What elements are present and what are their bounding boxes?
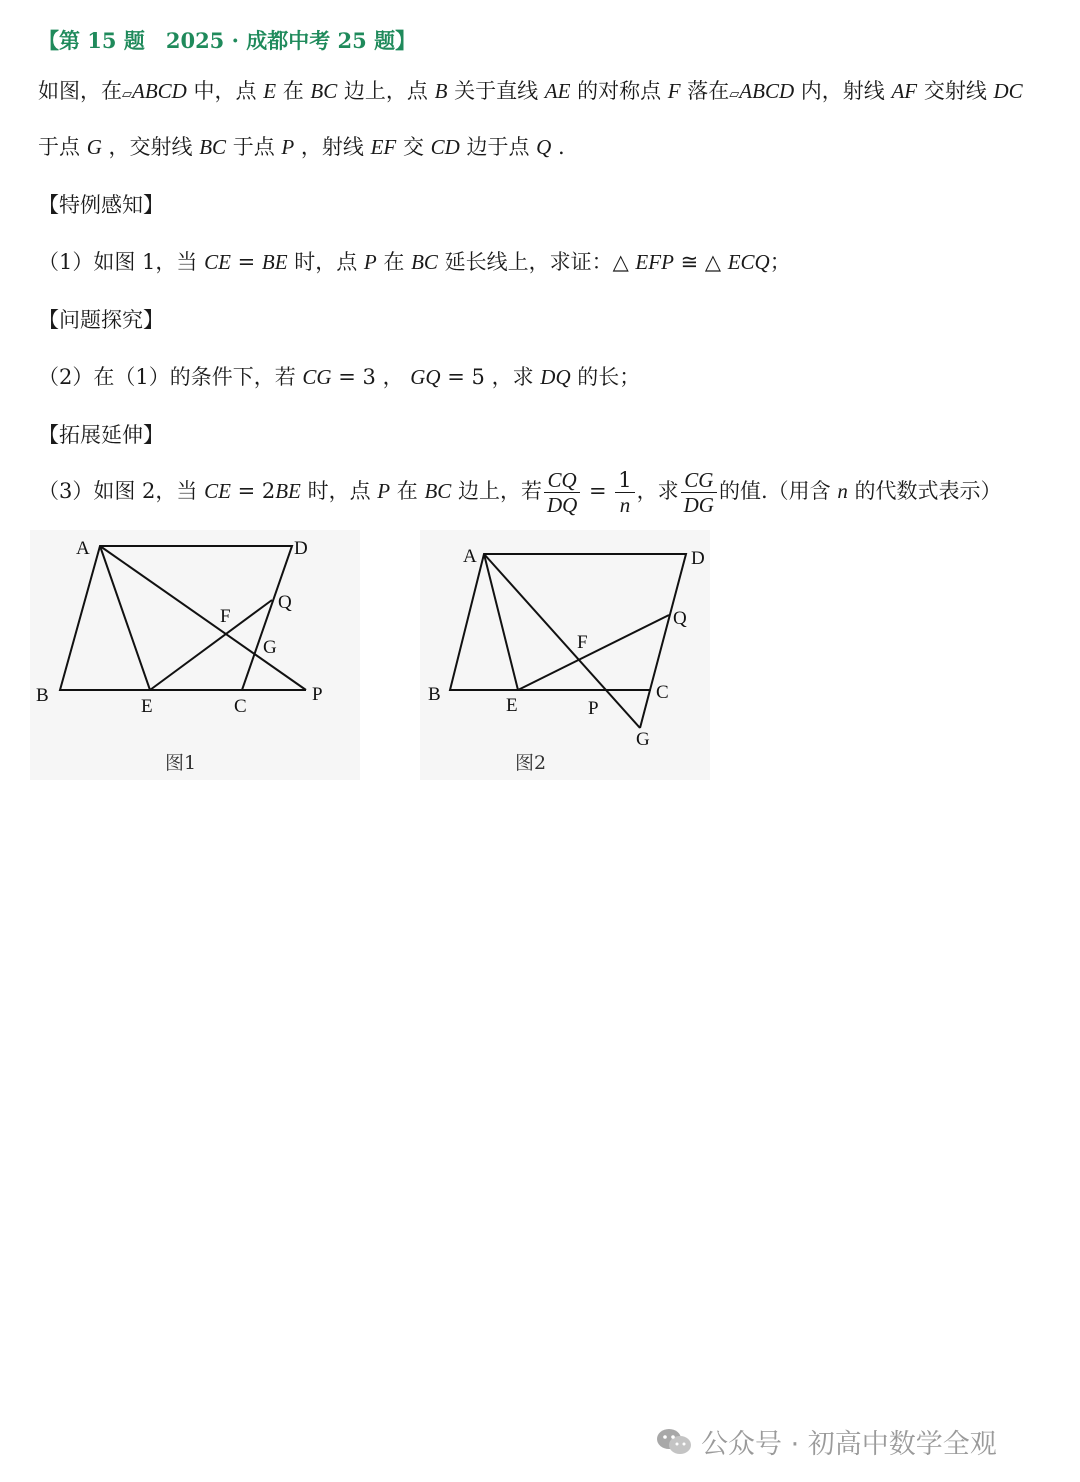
- fraction-cq-dq: $\frac{CQ}{DQ}$: [544, 468, 580, 517]
- label-p: P: [312, 684, 323, 705]
- figure-1-caption: 图1: [165, 752, 197, 774]
- label-g: G: [636, 729, 650, 750]
- section-heading-3: 【拓展延伸】: [38, 423, 164, 447]
- label-d: D: [691, 548, 705, 569]
- fraction-cg-dg: $\frac{CG}{DG}$: [681, 468, 717, 517]
- label-c: C: [656, 682, 669, 703]
- figure-2: [420, 530, 710, 780]
- label-e: E: [141, 696, 153, 717]
- question-1: （1）如图 1，当 CE = BE 时，点 P 在 BC 延长线上，求证：△ EFP ≅ △ ECQ；: [38, 250, 791, 274]
- figure-1-background: [30, 530, 360, 780]
- question-2: （2）在（1）的条件下，若 CG = 3 ， GQ = 5 ，求 DQ 的长；: [38, 365, 641, 389]
- label-q: Q: [278, 592, 292, 613]
- problem-line-1: 如图，在▱ABCD 中，点 E 在 BC 边上，点 B 关于直线 AE 的对称点 F 落在▱ABCD 内，射线 AF 交射线 DC: [38, 79, 1023, 103]
- watermark: [655, 1422, 997, 1464]
- label-a: A: [76, 538, 90, 559]
- problem-line-2: 于点 G ，交射线 BC 于点 P ，射线 EF 交 CD 边于点 Q .: [38, 135, 565, 159]
- label-b: B: [428, 684, 441, 705]
- label-d: D: [294, 538, 308, 559]
- label-g: G: [263, 637, 277, 658]
- figure-1: [30, 530, 360, 780]
- figure-2-diagram: [420, 530, 710, 780]
- label-e: E: [506, 695, 518, 716]
- section-heading-2: 【问题探究】: [38, 308, 164, 332]
- section-heading-1: 【特例感知】: [38, 193, 164, 217]
- label-a: A: [463, 546, 477, 567]
- label-f: F: [220, 606, 231, 627]
- figure-2-caption: 图2: [515, 752, 547, 774]
- label-f: F: [577, 632, 588, 653]
- label-b: B: [36, 685, 49, 706]
- watermark-text: 公众号 · 初高中数学全观: [701, 1429, 997, 1460]
- figure-2-background: [420, 530, 710, 780]
- label-c: C: [234, 696, 247, 717]
- label-p: P: [588, 698, 599, 719]
- problem-title: 【第 15 题 2025 · 成都中考 25 题】: [38, 28, 417, 53]
- wechat-icon: [655, 1427, 693, 1464]
- figure-1-diagram: [30, 530, 360, 780]
- question-3: （3）如图 2，当 CE = 2BE 时，点 P 在 BC 边上，若 $\frac{CQ}{DQ}$ = $\frac{1}{n}$ ，求 $\frac{CG}{DG}$ 的值.（用含 n 的代数式表示）: [38, 468, 1002, 517]
- fraction-1-n: $\frac{1}{n}$: [615, 468, 634, 517]
- label-q: Q: [673, 608, 687, 629]
